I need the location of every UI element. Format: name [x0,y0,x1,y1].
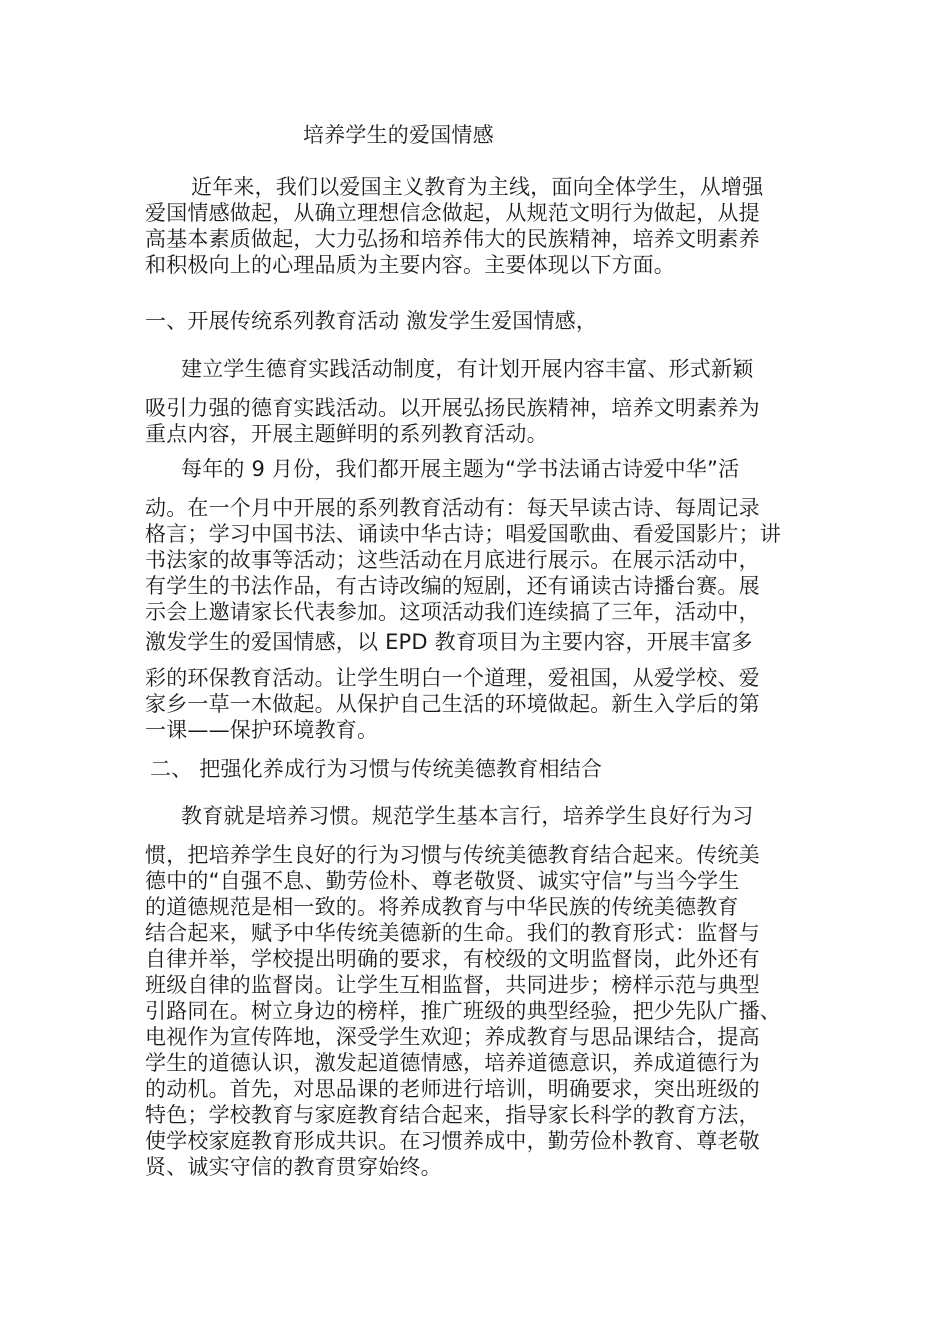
intro-line: 近年来，我们以爱国主义教育为主线，面向全体学生，从增强 [191,175,764,199]
section2-para-line: 惯，把培养学生良好的行为习惯与传统美德教育结合起来。传统美 [145,843,760,867]
section-heading-1: 一、开展传统系列教育活动 激发学生爱国情感， [145,309,598,333]
section1-para2-line: 示会上邀请家长代表参加。这项活动我们连续搞了三年，活动中， [145,600,760,624]
section1-para1-line: 吸引力强的德育实践活动。以开展弘扬民族精神，培养文明素养为 [145,396,760,420]
section2-para-line: 引路同在。树立身边的榜样，推广班级的典型经验，把少先队广播、 [145,999,781,1023]
section-heading-2: 二、 把强化养成行为习惯与传统美德教育相结合 [150,757,603,781]
section2-para-line: 的道德规范是相一致的。将养成教育与中华民族的传统美德教育 [145,895,739,919]
section2-para-line: 学生的道德认识，激发起道德情感，培养道德意识，养成道德行为 [145,1051,760,1075]
section1-para2-line: 书法家的故事等活动；这些活动在月底进行展示。在展示活动中， [145,548,760,572]
section2-para-line: 使学校家庭教育形成共识。在习惯养成中，勤劳俭朴教育、尊老敬 [145,1129,760,1153]
document-title: 培养学生的爱国情感 [303,123,494,147]
section1-para2-line: 一课——保护环境教育。 [145,718,379,742]
section2-para-line: 结合起来，赋予中华传统美德新的生命。我们的教育形式：监督与 [145,921,760,945]
section1-para2-line: 每年的 9 月份，我们都开展主题为“学书法诵古诗爱中华”活 [181,457,740,481]
section1-para2-line: 动。在一个月中开展的系列教育活动有：每天早读古诗、每周记录 [145,496,760,520]
section2-para-line: 特色；学校教育与家庭教育结合起来，指导家长科学的教育方法， [145,1103,760,1127]
section2-para-line: 贤、诚实守信的教育贯穿始终。 [145,1155,442,1179]
intro-line: 爱国情感做起，从确立理想信念做起，从规范文明行为做起，从提 [145,201,760,225]
section1-para2-line: 激发学生的爱国情感，以 EPD 教育项目为主要内容，开展丰富多 [145,630,753,654]
section1-para2-line: 格言；学习中国书法、诵读中华古诗；唱爱国歌曲、看爱国影片；讲 [145,522,781,546]
intro-line: 高基本素质做起，大力弘扬和培养伟大的民族精神，培养文明素养 [145,227,760,251]
section2-para-line: 班级自律的监督岗。让学生互相监督，共同进步；榜样示范与典型 [145,973,760,997]
section2-para-line: 电视作为宣传阵地，深受学生欢迎；养成教育与思品课结合，提高 [145,1025,760,1049]
section2-para-line: 自律并举，学校提出明确的要求，有校级的文明监督岗，此外还有 [145,947,760,971]
section2-para-line: 的动机。首先，对思品课的老师进行培训，明确要求，突出班级的 [145,1077,760,1101]
section1-para2-line: 家乡一草一木做起。从保护自己生活的环境做起。新生入学后的第 [145,692,760,716]
section2-para-line: 教育就是培养习惯。规范学生基本言行，培养学生良好行为习 [181,804,754,828]
section1-para2-line: 有学生的书法作品，有古诗改编的短剧，还有诵读古诗播台赛。展 [145,574,760,598]
section1-para1-line: 建立学生德育实践活动制度，有计划开展内容丰富、形式新颖 [181,357,754,381]
intro-line: 和积极向上的心理品质为主要内容。主要体现以下方面。 [145,253,675,277]
section1-para2-line: 彩的环保教育活动。让学生明白一个道理，爱祖国，从爱学校、爱 [145,666,760,690]
section2-para-line: 德中的“自强不息、勤劳俭朴、尊老敬贤、诚实守信”与当今学生 [145,869,740,893]
section1-para1-line: 重点内容，开展主题鲜明的系列教育活动。 [145,422,548,446]
